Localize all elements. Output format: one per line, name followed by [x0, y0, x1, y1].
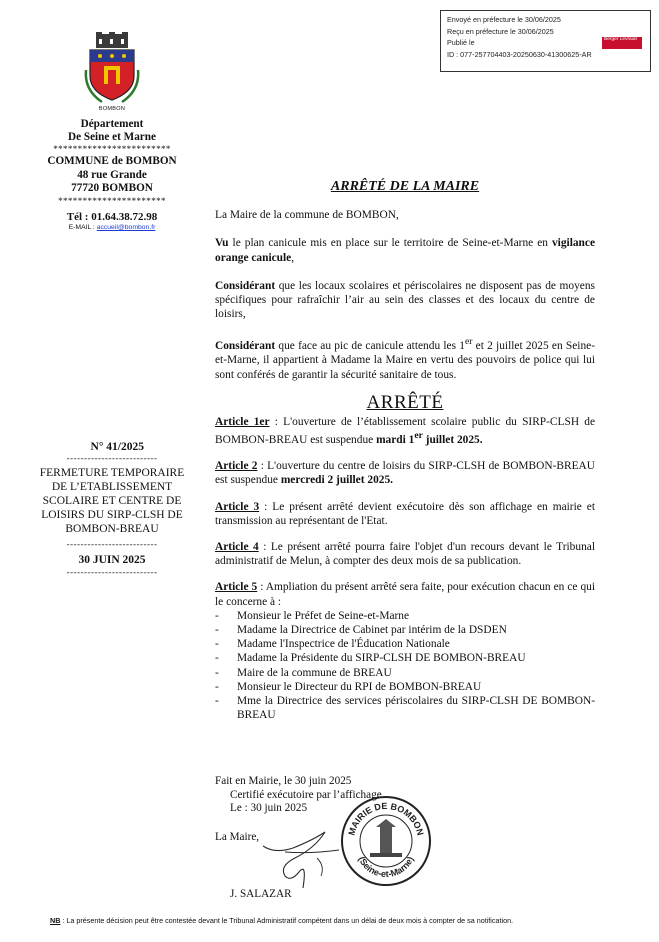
article-text: : Le présent arrêté pourra faire l'objet d'un recours devant le Tribunal administratif de Melun, à compter des deux mois de sa publication. — [215, 541, 595, 568]
legal-notice — [50, 916, 513, 925]
telephone: Tél : 01.64.38.72.98 — [66, 210, 158, 223]
vu-paragraph — [215, 236, 595, 264]
article-bold: juillet 2025. — [422, 434, 483, 447]
nb-text: : La présente décision peut être contestée devant le Tribunal Administratif compétent dans un délai de deux mois à compter de sa notification. — [60, 916, 514, 925]
list-item: - Mme la Directrice des services périscolaires du SIRP-CLSH DE BOMBON-BREAU — [215, 694, 595, 722]
dash-separator-3: -------------------------- — [66, 567, 158, 577]
vu-bold: vigilance orange canicule — [215, 237, 595, 264]
list-item: - Monsieur le Préfet de Seine-et-Marne — [215, 609, 595, 623]
article-label: Article 1er — [215, 416, 270, 429]
list-item: - Madame la Directrice de Cabinet par intérim de la DSDEN — [215, 623, 595, 637]
considerant-paragraph-2 — [215, 335, 595, 381]
department-line2: De Seine et Marne — [68, 131, 156, 143]
article-label: Article 4 — [215, 541, 259, 554]
separator-stars: ************************ — [53, 144, 171, 154]
article-label: Article 5 — [215, 581, 258, 594]
mayor-name: J. SALAZAR — [230, 888, 292, 900]
superscript: er — [414, 431, 423, 442]
article-3 — [215, 500, 595, 528]
considerant-paragraph-1 — [215, 279, 595, 322]
article-label: Article 2 — [215, 460, 258, 473]
article-text: : Ampliation du présent arrêté sera faite, pour exécution chacun en ce qui le concerne à : — [215, 581, 596, 608]
nb-label: NB — [50, 916, 61, 925]
email-label: E-MAIL : — [68, 223, 97, 231]
bombon-crest-icon — [82, 30, 142, 108]
dash-separator-2: -------------------------- — [66, 539, 158, 549]
vu-text: le plan canicule mis en place sur le territoire de Seine-et-Marne en — [228, 237, 552, 250]
article-4 — [215, 540, 595, 568]
article-5 — [215, 580, 595, 608]
superscript: er — [465, 337, 473, 348]
crest-label: BOMBON — [98, 106, 126, 112]
berger-levrault-logo: Berger Levrault — [602, 37, 642, 49]
article-bold: mercredi 2 juillet 2025. — [280, 474, 394, 487]
department-line1: Département — [80, 118, 144, 130]
list-item: - Madame la Présidente du SIRP-CLSH DE BOMBON-BREAU — [215, 651, 595, 665]
considerant-label: Considérant — [215, 279, 276, 292]
separator-stars-2: ********************** — [58, 195, 166, 206]
seal-bottom-text: (Seine-et-Marne) — [356, 855, 416, 880]
signature-icon — [255, 818, 345, 888]
considerant-text: que les locaux scolaires et périscolaires ne disposent pas de moyens spécifiques pour rafraîchir l’air au sein des classes et des locaux du centre de loisirs, — [215, 279, 595, 321]
seal-top-text: MAIRIE DE BOMBON — [346, 800, 426, 837]
recipient-list — [215, 609, 595, 723]
decree-number: N° 41/2025 — [90, 441, 144, 453]
article-1 — [215, 415, 595, 447]
stamp-envoye: Envoyé en préfecture le 30/06/2025 — [447, 15, 561, 24]
list-item: - Madame l'Inspectrice de l'Éducation Nationale — [215, 637, 595, 651]
article-label: Article 3 — [215, 500, 260, 513]
considerant-text: et 2 juillet 2025 en Seine-et-Marne, il appartient à Madame la Maire en vertu des pouvoirs de police qui lui sont conférés de garantir la sécurité sanitaire de tous. — [215, 340, 595, 381]
mayor-title: La Maire, — [215, 831, 260, 843]
subject-line: BOMBON-BREAU — [65, 523, 159, 535]
street-address: 48 rue Grande — [77, 168, 147, 181]
considerant-text: que face au pic de canicule attendu les 1 — [275, 340, 465, 353]
vu-end: , — [291, 251, 295, 264]
stamp-recu: Reçu en préfecture le 30/06/2025 — [447, 26, 554, 36]
considerant-label: Considérant — [215, 340, 276, 353]
email-link[interactable]: accueil@bombon.fr — [96, 223, 156, 231]
dash-separator: -------------------------- — [66, 453, 158, 463]
subject-line: FERMETURE TEMPORAIRE — [39, 467, 185, 479]
decree-summary — [0, 441, 224, 577]
subject-line: SCOLAIRE ET CENTRE DE — [42, 495, 182, 507]
intro-paragraph: La Maire de la commune de BOMBON, — [215, 209, 399, 222]
prefecture-stamp — [440, 10, 651, 72]
certifie-executoire: Certifié exécutoire par l’affichage — [230, 788, 382, 801]
article-2 — [215, 459, 595, 487]
article-text: : L'ouverture de l’établissement scolaire public du SIRP-CLSH de BOMBON-BREAU est suspendue — [215, 416, 596, 447]
commune-address — [0, 155, 224, 196]
mairie-seal-icon — [340, 795, 432, 887]
subject-line: DE L’ETABLISSEMENT — [51, 481, 173, 493]
decree-body — [215, 180, 595, 722]
commune-name: COMMUNE de BOMBON — [47, 155, 177, 167]
stamp-publie: Publié le — [447, 38, 475, 47]
article-text: : Le présent arrêté devient exécutoire dès son affichage en mairie et transmission au représentant de l'Etat. — [215, 500, 595, 527]
arrete-heading: ARRÊTÉ — [366, 391, 444, 413]
article-text: : L'ouverture du centre de loisirs du SIRP-CLSH de BOMBON-BREAU est suspendue — [215, 460, 595, 487]
list-item: - Maire de la commune de BREAU — [215, 666, 595, 680]
letterhead — [0, 30, 224, 231]
decree-subject — [0, 466, 224, 536]
list-item: - Monsieur le Directeur du RPI de BOMBON-BREAU — [215, 680, 595, 694]
certified-date: Le : 30 juin 2025 — [230, 802, 308, 814]
fait-en-mairie: Fait en Mairie, le 30 juin 2025 — [215, 775, 352, 787]
vu-label: Vu — [215, 237, 229, 250]
postal-address: 77720 BOMBON — [71, 182, 153, 194]
document-title: ARRÊTÉ DE LA MAIRE — [330, 179, 480, 194]
email-line — [0, 224, 224, 231]
subject-line: LOISIRS DU SIRP-CLSH DE — [41, 509, 183, 521]
decree-date: 30 JUIN 2025 — [78, 554, 146, 566]
department-name — [0, 118, 224, 144]
stamp-id: ID : 077-257704403-20250630-41300625-AR — [447, 49, 592, 59]
article-bold: mardi 1 — [376, 434, 415, 447]
